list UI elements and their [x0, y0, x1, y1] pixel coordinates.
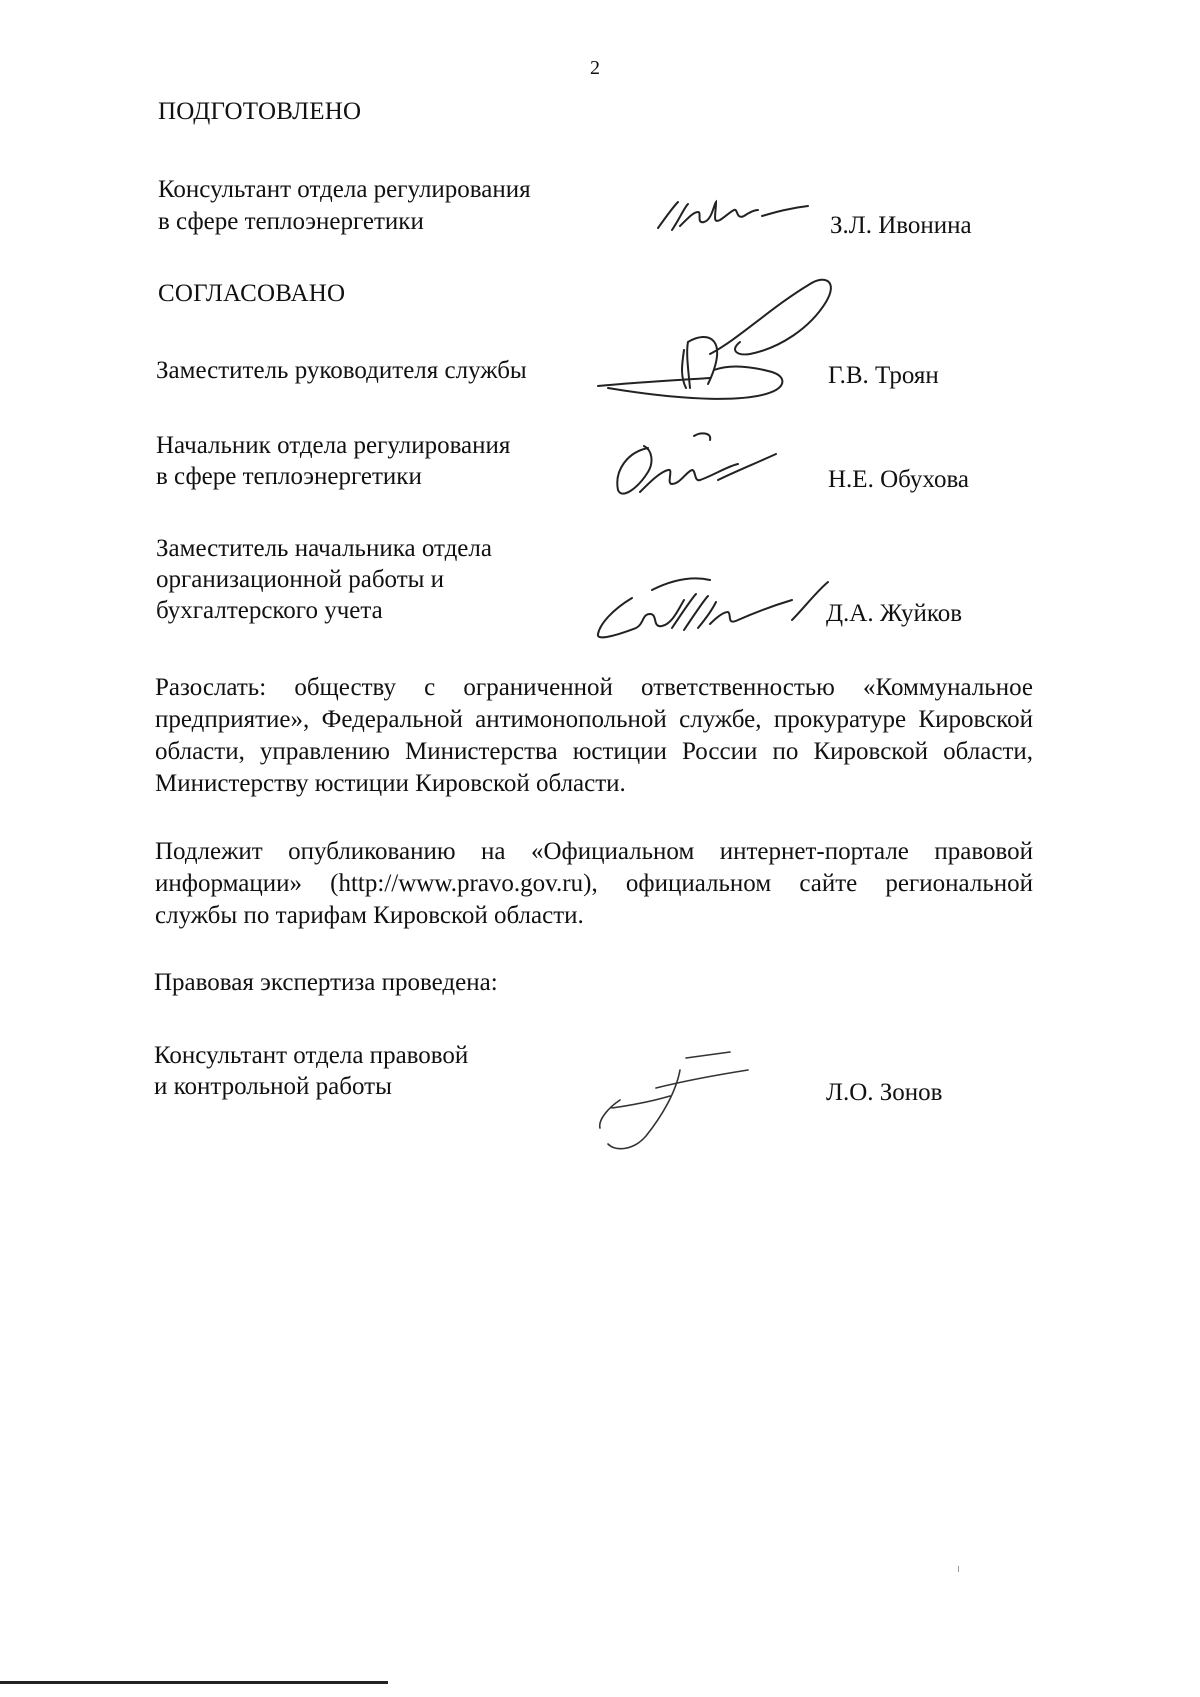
legal-review-position-line-1: Консультант отдела правовой: [154, 1042, 469, 1069]
prepared-position-line-1: Консультант отдела регулирования: [158, 176, 531, 203]
agreed-2-name: Н.Е. Обухова: [828, 466, 970, 493]
agreed-2-position-line-2: в сфере теплоэнергетики: [156, 463, 422, 490]
legal-review-position-line-2: и контрольной работы: [154, 1073, 392, 1100]
agreed-2-position-line-1: Начальник отдела регулирования: [156, 432, 511, 459]
signature-zhuykov: [592, 570, 842, 645]
agreed-3-position-line-3: бухгалтерского учета: [156, 597, 383, 624]
signature-ivonina: [650, 190, 820, 240]
distribution-paragraph: Разослать: обществу с ограниченной ответственностью «Коммунальное предприятие», Федеральной антимонопольной службе, прокуратуре Кировской области, управлению Министерства юстиции России по Кировской области, Министерству юстиции Кировской области.: [155, 674, 1033, 797]
signature-zonov: [590, 1046, 760, 1156]
page-number: 2: [590, 57, 600, 79]
legal-review-name: Л.О. Зонов: [826, 1079, 943, 1106]
scan-mark: [958, 1566, 959, 1572]
prepared-position-line-2: в сфере теплоэнергетики: [158, 208, 424, 235]
agreed-3-name: Д.А. Жуйков: [826, 600, 963, 627]
signature-troyan: [590, 268, 840, 413]
publication-paragraph: Подлежит опубликованию на «Официальном интернет-портале правовой информации» (http://www.pravo.gov.ru), официальном сайте региональной службы по тарифам Кировской области.: [155, 838, 1033, 929]
agreed-1-position-line-1: Заместитель руководителя службы: [156, 357, 527, 384]
prepared-heading: ПОДГОТОВЛЕНО: [158, 98, 362, 125]
agreed-3-position-line-2: организационной работы и: [156, 566, 445, 593]
signature-obukhova: [608, 428, 788, 503]
legal-review-heading: Правовая экспертиза проведена:: [154, 969, 498, 996]
scan-edge-line: [0, 1681, 388, 1684]
agreed-1-name: Г.В. Троян: [828, 362, 939, 389]
prepared-name: З.Л. Ивонина: [830, 212, 972, 239]
agreed-heading: СОГЛАСОВАНО: [158, 280, 346, 307]
agreed-3-position-line-1: Заместитель начальника отдела: [156, 535, 492, 562]
